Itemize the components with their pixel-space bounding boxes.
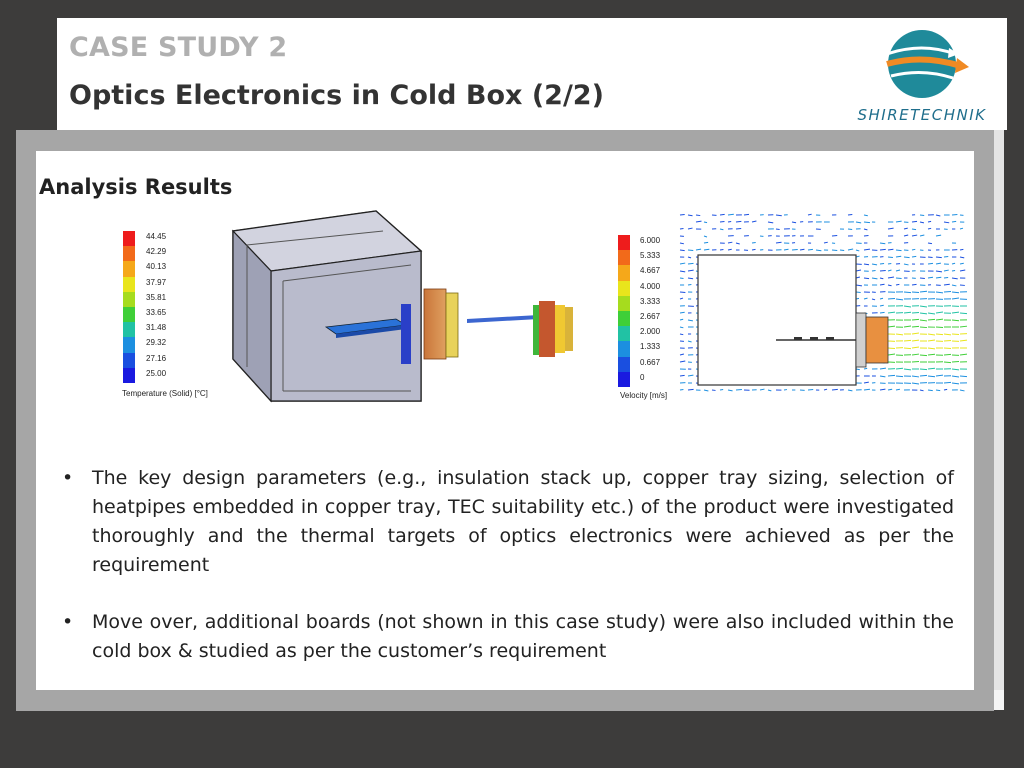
velocity-vector	[896, 389, 900, 390]
velocity-vector	[680, 389, 683, 390]
velocity-vector	[960, 390, 965, 391]
velocity-vector	[928, 390, 933, 391]
velocity-vector	[784, 249, 789, 250]
case-study-label: CASE STUDY 2	[69, 32, 288, 63]
velocity-vector	[912, 354, 919, 355]
velocity-vector	[864, 222, 870, 223]
velocity-vector	[936, 257, 942, 258]
velocity-vector	[888, 277, 894, 278]
velocity-vector	[720, 229, 723, 230]
velocity-vector	[728, 214, 734, 215]
velocity-vector	[896, 278, 902, 279]
legend-tick-label: 4.667	[640, 266, 661, 276]
velocity-vector	[880, 305, 884, 306]
velocity-vector	[944, 284, 950, 285]
velocity-vector	[680, 278, 684, 279]
logo-mark-icon	[837, 24, 1007, 108]
velocity-vector	[920, 320, 927, 321]
velocity-vector	[720, 389, 723, 390]
velocity-vector	[864, 298, 868, 299]
velocity-vector	[744, 214, 749, 215]
cold-box-render	[231, 209, 631, 409]
velocity-vector	[880, 249, 886, 250]
velocity-vector	[736, 221, 741, 222]
velocity-vector	[928, 221, 931, 222]
velocity-vector	[952, 263, 955, 264]
velocity-vector	[816, 250, 821, 251]
velocity-vector	[688, 228, 693, 229]
velocity-vector	[680, 354, 684, 355]
velocity-vector	[904, 348, 911, 349]
velocity-vector	[928, 263, 933, 264]
velocity-vector	[704, 236, 707, 237]
velocity-vector	[952, 361, 959, 362]
frame-edge	[994, 130, 1004, 690]
velocity-vector	[904, 369, 911, 370]
velocity-vector	[888, 263, 891, 264]
velocity-vector	[880, 298, 883, 299]
velocity-vector	[920, 222, 924, 223]
velocity-vector	[728, 249, 732, 250]
velocity-vector	[688, 375, 693, 376]
velocity-vector	[880, 243, 885, 244]
velocity-vector	[904, 340, 911, 341]
velocity-vector	[680, 327, 683, 328]
velocity-vector	[888, 312, 895, 313]
velocity-vector	[896, 376, 903, 377]
velocity-vector	[912, 376, 919, 377]
velocity-vector	[936, 319, 943, 320]
velocity-vector	[864, 389, 870, 390]
velocity-vector	[928, 376, 935, 377]
velocity-vector	[960, 376, 967, 377]
velocity-vector	[872, 270, 876, 271]
velocity-vector	[936, 277, 941, 278]
velocity-vector	[912, 229, 916, 230]
velocity-vector	[688, 341, 692, 342]
legend-tick-label: 44.45	[146, 232, 167, 241]
velocity-vector	[904, 264, 909, 265]
velocity-vector	[920, 235, 924, 236]
legend-swatch	[618, 372, 630, 387]
velocity-vector	[680, 361, 685, 362]
velocity-vector	[952, 292, 959, 293]
velocity-vector	[904, 257, 910, 258]
velocity-vector	[912, 347, 919, 348]
velocity-vector	[680, 250, 685, 251]
velocity-vector	[680, 334, 683, 335]
velocity-vector	[952, 270, 955, 271]
legend-swatch	[618, 235, 630, 250]
velocity-vector	[888, 249, 893, 250]
legend-swatch	[123, 368, 135, 383]
velocity-vector	[896, 270, 900, 271]
velocity-vector	[928, 348, 935, 349]
legend-swatch	[618, 341, 630, 356]
velocity-vector	[880, 376, 885, 377]
velocity-vector	[936, 312, 943, 313]
velocity-vector	[936, 263, 941, 264]
legend-swatch	[123, 231, 135, 246]
velocity-vector	[944, 334, 951, 335]
velocity-vector	[920, 313, 927, 314]
velocity-vector	[928, 340, 935, 341]
legend-tick-label: 1.333	[640, 342, 661, 352]
legend-swatch	[618, 311, 630, 326]
velocity-vector	[912, 326, 919, 327]
velocity-vector	[880, 278, 883, 279]
velocity-field-plot	[676, 209, 968, 394]
velocity-vector	[960, 326, 967, 327]
velocity-vector	[888, 375, 895, 376]
velocity-vector	[880, 312, 885, 313]
velocity-vector	[952, 334, 959, 335]
content-panel	[36, 151, 974, 690]
legend-tick-label: 27.16	[146, 353, 167, 363]
velocity-vector	[848, 390, 852, 391]
velocity-vector	[952, 298, 959, 299]
velocity-vector	[944, 222, 949, 223]
legend-swatch	[123, 353, 135, 368]
temperature-legend	[120, 231, 240, 401]
legend-swatch	[618, 296, 630, 311]
legend-swatch	[618, 357, 630, 372]
velocity-vector	[704, 222, 707, 223]
legend-tick-label: 29.32	[146, 338, 167, 348]
velocity-vector	[920, 369, 927, 370]
velocity-vector	[920, 278, 925, 279]
legend-tick-label: 25.00	[146, 368, 167, 378]
velocity-vector	[776, 215, 782, 216]
velocity-vector	[704, 249, 709, 250]
velocity-vector	[696, 249, 701, 250]
velocity-vector	[864, 229, 867, 230]
velocity-vector	[760, 389, 764, 390]
velocity-vector	[688, 263, 693, 264]
velocity-vector	[920, 291, 927, 292]
velocity-vector	[688, 284, 691, 285]
velocity-vector	[888, 270, 891, 271]
temperature-legend-title: Temperature (Solid) [°C]	[122, 389, 208, 398]
frame-edge-lower	[994, 690, 1004, 710]
velocity-vector	[896, 299, 903, 300]
velocity-vector	[888, 228, 894, 229]
velocity-vector	[864, 382, 869, 383]
velocity-vector	[752, 249, 756, 250]
velocity-vector	[944, 270, 949, 271]
legend-tick-label: 4.000	[640, 281, 661, 291]
velocity-vector	[912, 340, 919, 341]
velocity-vector	[824, 389, 827, 390]
velocity-vector	[896, 221, 902, 222]
velocity-vector	[952, 285, 956, 286]
legend-tick-label: 37.97	[146, 277, 167, 287]
velocity-vector	[912, 235, 917, 236]
velocity-vector	[928, 354, 935, 355]
legend-swatch	[618, 281, 630, 296]
bullet-list	[58, 464, 954, 694]
velocity-vector	[960, 263, 964, 264]
velocity-vector	[704, 390, 708, 391]
velocity-vector	[728, 221, 731, 222]
velocity-vector	[952, 376, 959, 377]
velocity-vector	[936, 334, 943, 335]
velocity-vector	[696, 221, 701, 222]
velocity-vector	[888, 348, 895, 349]
velocity-vector	[944, 362, 951, 363]
velocity-vector	[728, 390, 733, 391]
velocity-vector	[888, 389, 892, 390]
legend-tick-label: 31.48	[146, 323, 167, 333]
velocity-vector	[928, 228, 931, 229]
velocity-vector	[920, 327, 927, 328]
velocity-vector	[688, 257, 691, 258]
velocity-vector	[680, 312, 685, 313]
velocity-vector	[960, 228, 963, 229]
legend-swatch	[123, 337, 135, 352]
legend-tick-label: 6.000	[640, 236, 661, 245]
velocity-vector	[848, 214, 852, 215]
velocity-vector	[824, 242, 828, 243]
legend-swatch	[123, 261, 135, 276]
velocity-vector	[912, 319, 919, 320]
velocity-vector	[680, 243, 684, 244]
velocity-vector	[944, 389, 947, 390]
velocity-vector	[736, 243, 740, 244]
velocity-vector	[856, 250, 859, 251]
legend-tick-label: 2.000	[640, 327, 661, 337]
velocity-vector	[936, 390, 940, 391]
velocity-vector	[936, 375, 943, 376]
velocity-vector	[952, 320, 959, 321]
velocity-vector	[904, 312, 911, 313]
velocity-vector	[960, 340, 967, 341]
velocity-vector	[952, 312, 959, 313]
velocity-vector	[864, 368, 867, 369]
velocity-vector	[864, 249, 870, 250]
velocity-vector	[680, 292, 685, 293]
velocity-vector	[688, 270, 694, 271]
velocity-vector	[952, 221, 956, 222]
legend-tick-label: 40.13	[146, 262, 167, 272]
velocity-vector	[872, 278, 877, 279]
velocity-vector	[912, 383, 919, 384]
legend-swatch	[618, 326, 630, 341]
velocity-vector	[680, 271, 685, 272]
velocity-vector	[808, 249, 813, 250]
velocity-vector	[928, 257, 933, 258]
velocity-vector	[952, 278, 958, 279]
velocity-vector	[944, 354, 951, 355]
legend-swatch	[123, 277, 135, 292]
velocity-vector	[944, 382, 951, 383]
legend-tick-label: 3.333	[640, 296, 661, 306]
velocity-vector	[960, 354, 967, 355]
legend-swatch	[618, 250, 630, 265]
section-title: Analysis Results	[39, 175, 233, 199]
legend-tick-label: 5.333	[640, 251, 661, 261]
velocity-vector	[888, 257, 893, 258]
legend-swatch	[618, 265, 630, 280]
velocity-vector	[912, 284, 917, 285]
velocity-vector	[904, 228, 908, 229]
velocity-vector	[880, 263, 884, 264]
velocity-vector	[864, 235, 868, 236]
velocity-vector	[880, 389, 885, 390]
velocity-vector	[736, 228, 741, 229]
velocity-vector	[888, 285, 892, 286]
velocity-vector	[896, 368, 903, 369]
legend-tick-label: 33.65	[146, 308, 167, 317]
velocity-vector	[936, 235, 941, 236]
velocity-vector	[912, 249, 915, 250]
velocity-vector	[928, 334, 935, 335]
legend-swatch	[123, 246, 135, 261]
velocity-vector	[832, 389, 838, 390]
velocity-vector	[912, 361, 919, 362]
velocity-vector	[896, 334, 903, 335]
velocity-vector	[920, 306, 927, 307]
velocity-vector	[904, 306, 911, 307]
velocity-vector	[808, 214, 812, 215]
velocity-vector	[936, 271, 942, 272]
velocity-vector	[960, 257, 964, 258]
legend-tick-label: 0	[640, 372, 645, 382]
velocity-vector	[912, 221, 917, 222]
bullet-item	[58, 608, 954, 666]
velocity-vector	[768, 390, 771, 391]
bullet-marker: •	[62, 611, 74, 633]
velocity-vector	[688, 215, 693, 216]
velocity-vector	[864, 278, 869, 279]
bullet-marker: •	[62, 467, 74, 489]
velocity-vector	[896, 284, 899, 285]
velocity-vector	[928, 319, 935, 320]
velocity-vector	[912, 333, 919, 334]
velocity-vector	[688, 278, 693, 279]
velocity-vector	[896, 250, 902, 251]
velocity-vector	[792, 222, 796, 223]
velocity-vector	[960, 270, 965, 271]
velocity-vector	[888, 354, 895, 355]
velocity-vector	[720, 214, 725, 215]
velocity-vector	[864, 215, 868, 216]
velocity-vector	[696, 215, 700, 216]
velocity-vector	[912, 292, 919, 293]
legend-tick-label: 0.667	[640, 357, 661, 367]
velocity-vector	[880, 270, 886, 271]
velocity-vector	[688, 389, 694, 390]
logo-wordmark: SHIRETECHNIK	[857, 106, 987, 124]
legend-swatch	[123, 307, 135, 322]
velocity-vector	[688, 320, 693, 321]
velocity-vector	[880, 284, 885, 285]
velocity-vector	[960, 249, 963, 250]
velocity-vector	[904, 326, 911, 327]
velocity-vector	[880, 368, 886, 369]
velocity-vector	[936, 215, 940, 216]
velocity-vector	[856, 285, 862, 286]
velocity-vector	[952, 369, 959, 370]
bullet-item	[58, 464, 954, 580]
velocity-vector	[848, 249, 853, 250]
velocity-vector	[768, 222, 773, 223]
velocity-vector	[904, 235, 908, 236]
velocity-vector	[872, 264, 877, 265]
legend-tick-label: 35.81	[146, 292, 167, 302]
velocity-vector	[960, 313, 967, 314]
slide-header	[57, 18, 1007, 130]
velocity-vector	[928, 368, 935, 369]
velocity-vector	[856, 222, 861, 223]
velocity-vector	[752, 242, 756, 243]
velocity-vector	[728, 242, 732, 243]
velocity-vector	[680, 375, 685, 376]
velocity-vector	[680, 298, 683, 299]
velocity-vector	[680, 214, 685, 215]
velocity-vector	[704, 242, 708, 243]
velocity-vector	[928, 277, 933, 278]
velocity-vector	[904, 292, 911, 293]
velocity-vector	[680, 319, 683, 320]
legend-swatch	[123, 322, 135, 337]
velocity-vector	[944, 340, 951, 341]
velocity-vector	[920, 375, 927, 376]
velocity-vector	[920, 390, 924, 391]
velocity-vector	[936, 292, 943, 293]
velocity-vector	[800, 249, 804, 250]
slide-title: Optics Electronics in Cold Box (2/2)	[69, 80, 604, 111]
velocity-vector	[912, 312, 919, 313]
velocity-vector	[952, 383, 959, 384]
velocity-vector	[936, 327, 943, 328]
legend-tick-label: 42.29	[146, 247, 167, 257]
velocity-vector	[752, 221, 756, 222]
company-logo	[837, 24, 1007, 128]
velocity-vector	[912, 256, 916, 257]
velocity-vector	[792, 249, 798, 250]
velocity-vector	[896, 256, 901, 257]
velocity-vector	[856, 270, 861, 271]
velocity-vector	[928, 243, 932, 244]
legend-swatch	[123, 292, 135, 307]
velocity-vector	[864, 264, 869, 265]
velocity-vector	[776, 242, 782, 243]
velocity-vector	[888, 326, 895, 327]
legend-tick-label: 2.667	[640, 312, 661, 321]
velocity-vector	[920, 355, 927, 356]
velocity-vector	[872, 299, 875, 300]
velocity-vector	[680, 263, 685, 264]
velocity-legend-title: Velocity [m/s]	[620, 391, 668, 400]
bullet-text: The key design parameters (e.g., insulation stack up, copper tray sizing, selection of heatpipes embedded in copper tray, TEC suitability etc.) of the product were investigated thoroughly and the thermal targets of optics electronics were achieved as per the requirement	[92, 467, 954, 576]
bullet-text: Move over, additional boards (not shown in this case study) were also included within the cold box & studied as per the customer’s requirement	[92, 611, 954, 662]
velocity-vector	[928, 313, 935, 314]
